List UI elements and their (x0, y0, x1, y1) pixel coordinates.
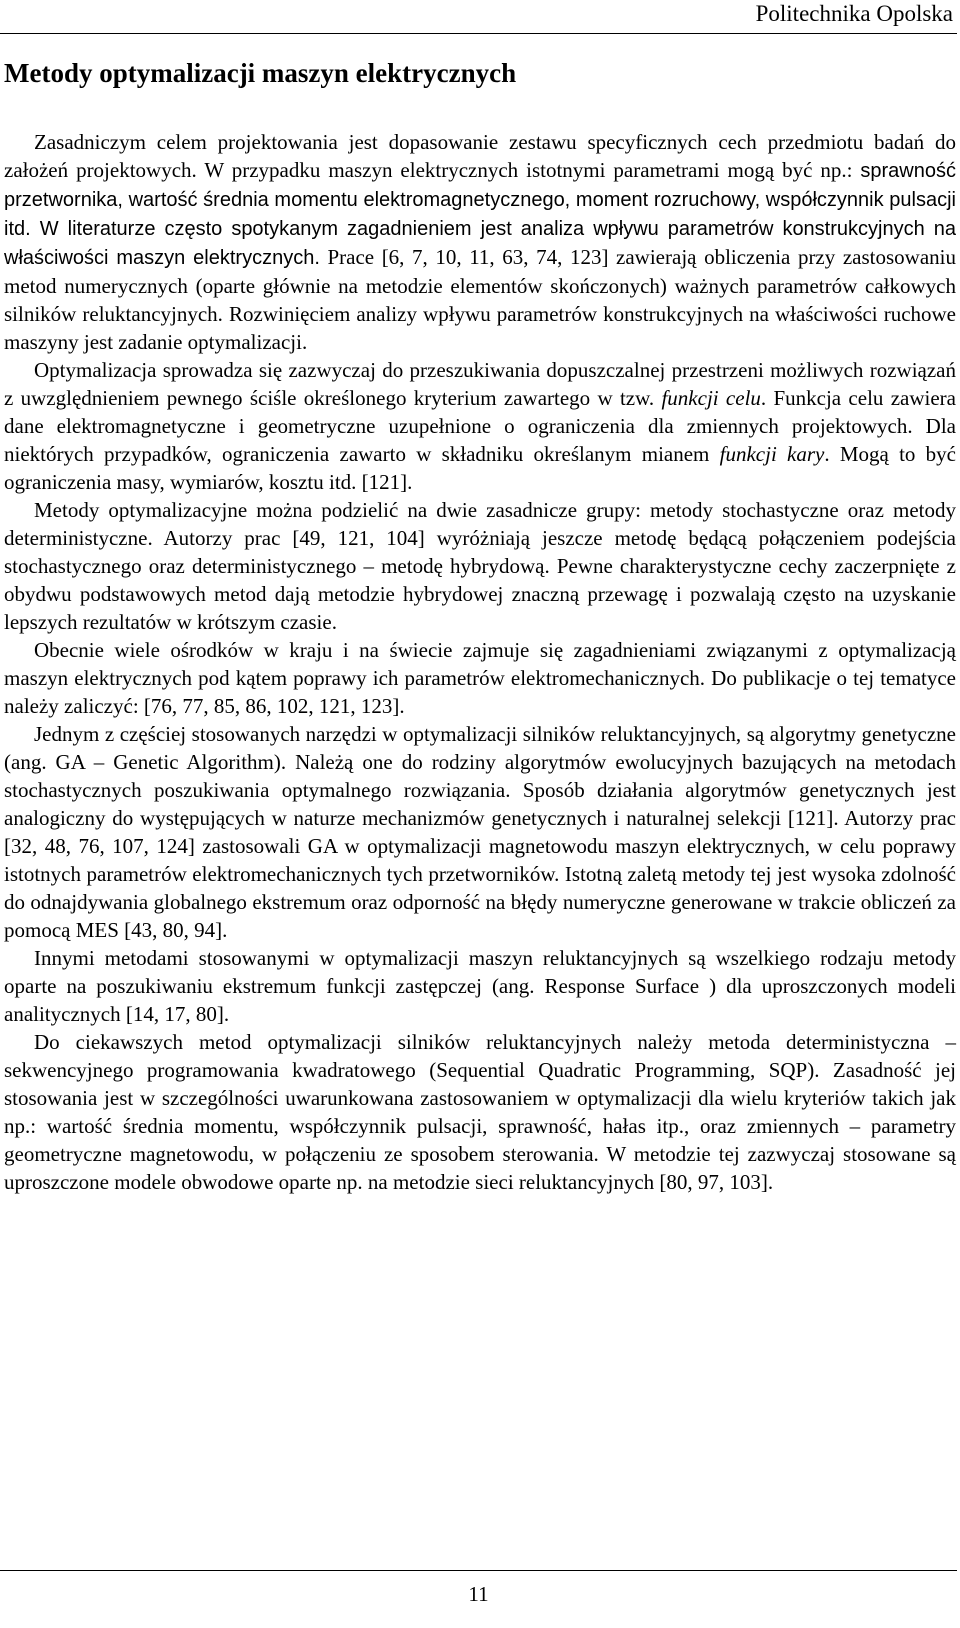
paragraph-2-part-1: Optymalizacja sprowadza się zazwyczaj do przeszukiwania dopuszczalnej przestrzeni możliwych rozwiązań z uwzględnieniem pewnego ściśle określonego kryterium zawartego w tzw. (4, 358, 956, 410)
paragraph-1 (4, 128, 956, 356)
page-number: 11 (468, 1582, 489, 1606)
paragraph-6: Innymi metodami stosowanymi w optymalizacji maszyn reluktancyjnych są wszelkiego rodzaju metody oparte na poszukiwaniu ekstremum funkcji zastępczej (ang. Response Surface ) dla uproszczonych modeli analitycznych [14, 17, 80]. (4, 946, 956, 1026)
header-institution: Politechnika Opolska (755, 1, 953, 26)
paragraph-1-part-2: sprawność przetwornika, wartość średnia momentu elektromagnetycznego, moment rozruchowy, współczynnik pulsacji itd. W literaturze często spotykanym zagadnieniem jest analiza wpływu parametrów konstrukcyjnych na właściwości maszyn elektrycznych. (4, 160, 956, 269)
page-header (0, 0, 957, 34)
paragraph-2-part-3: . Mogą to być ograniczenia masy, wymiarów, kosztu itd. [121]. (4, 442, 956, 494)
paragraph-7: Do ciekawszych metod optymalizacji silników reluktancyjnych należy metoda deterministyczna – sekwencyjnego programowania kwadratowego (Sequential Quadratic Programming, SQP). Zasadność jej stosowania jest w szczególności uwarunkowana zastosowaniem w optymalizacji dla wielu kryteriów takich jak np.: wartość średnia momentu, współczynnik pulsacji, sprawność, hałas itp., oraz zmiennych – parametry geometryczne magnetowodu, w połączeniu ze sposobem sterowania. W metodzie tej zazwyczaj stosowane są uproszczone modele obwodowe oparte np. na metodzie sieci reluktancyjnych [80, 97, 103]. (4, 1030, 956, 1194)
paragraph-3: Metody optymalizacyjne można podzielić na dwie zasadnicze grupy: metody stochastyczne oraz metody deterministyczne. Autorzy prac [49, 121, 104] wyróżniają jeszcze metodę będącą połączeniem podejścia stochastycznego oraz deterministycznego – metodę hybrydową. Pewne charakterystyczne cechy zaczerpnięte z obydwu podstawowych metod dają metodzie hybrydowej znaczną przewagę i pozwalają często na uzyskanie lepszych rezultatów w krótszym czasie. (4, 498, 956, 634)
paragraph-4: Obecnie wiele ośrodków w kraju i na świecie zajmuje się zagadnieniami związanymi z optymalizacją maszyn elektrycznych pod kątem poprawy ich parametrów elektromechanicznych. Do publikacje o tej tematyce należy zaliczyć: [76, 77, 85, 86, 102, 121, 123]. (4, 638, 956, 718)
paragraph-2-part-2: . Funkcja celu zawiera dane elektromagnetyczne i geometryczne uzupełnione o ograniczenia dla zmiennych projektowych. Dla niektórych przypadków, ograniczenia zawarto w składniku określanym mianem (4, 386, 956, 466)
paragraph-1-part-1: Zasadniczym celem projektowania jest dopasowanie zestawu specyficznych cech przedmiotu badań do założeń projektowych. W przypadku maszyn elektrycznych istotnymi parametrami mogą być np.: (4, 130, 956, 182)
paragraph-2 (4, 356, 956, 496)
paragraph-5: Jednym z częściej stosowanych narzędzi w optymalizacji silników reluktancyjnych, są algorytmy genetyczne (ang. GA – Genetic Algorithm). Należą one do rodziny algorytmów ewolucyjnych bazujących na metodach stochastycznych poszukiwania optymalnego rozwiązania. Sposób działania algorytmów genetycznych jest analogiczny do występujących w naturze mechanizmów genetycznych i naturalnej selekcji [121]. Autorzy prac [32, 48, 76, 107, 124] zastosowali GA w optymalizacji magnetowodu maszyn elektrycznych, w celu poprawy istotnych parametrów elektromechanicznych tych przetworników. Istotną zaletą metody tej jest wysoka zdolność do odnajdywania globalnego ekstremum oraz odporność na błędy numeryczne generowane w trakcie obliczeń za pomocą MES [43, 80, 94]. (4, 722, 956, 942)
term-penalty-function: funkcji kary (719, 442, 825, 466)
footer-divider (0, 1570, 957, 1571)
document-title: Metody optymalizacji maszyn elektrycznych (4, 58, 517, 88)
term-objective-function: funkcji celu (661, 386, 761, 410)
paragraph-1-part-3: Prace [6, 7, 10, 11, 63, 74, 123] zawierają obliczenia przy zastosowaniu metod numerycznych (oparte głównie na metodzie elementów skończonych) ważnych parametrów całkowych silników reluktancyjnych. Rozwinięciem analizy wpływu parametrów konstrukcyjnych na właściwości ruchowe maszyny jest zadanie optymalizacji. (4, 245, 956, 354)
document-body (4, 128, 956, 1196)
